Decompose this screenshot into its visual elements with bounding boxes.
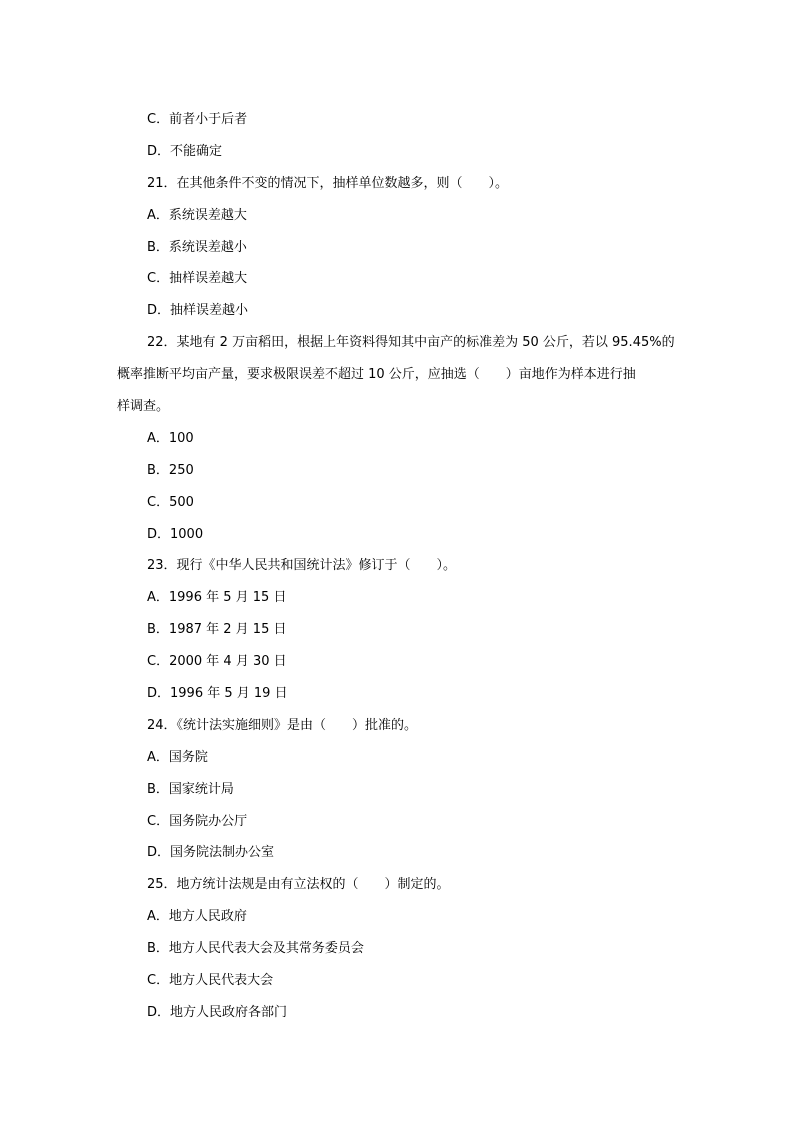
option-line: B．1987 年 2 月 15 日 <box>147 622 287 638</box>
option-line: B．250 <box>147 462 194 478</box>
question-23: 23．现行《中华人民共和国统计法》修订于（ ）。 <box>147 558 457 574</box>
option-line: C．地方人民代表大会 <box>147 973 274 989</box>
option-line: C．国务院办公厅 <box>147 813 248 829</box>
option-line: D．1000 <box>147 526 204 542</box>
option-line: A．系统误差越大 <box>147 207 247 223</box>
option-line: C．抽样误差越大 <box>147 271 248 287</box>
question-21: 21．在其他条件不变的情况下，抽样单位数越多，则（ ）。 <box>147 175 509 191</box>
option-line: A．地方人民政府 <box>147 909 247 925</box>
document-page <box>0 104 794 1029</box>
question-22: 22．某地有 2 万亩稻田，根据上年资料得知其中亩产的标准差为 50 公斤，若以 95.45%的 <box>147 335 675 351</box>
option-line: D．不能确定 <box>147 143 223 159</box>
option-line: D．地方人民政府各部门 <box>147 1004 288 1020</box>
option-line: A．100 <box>147 430 194 446</box>
option-line: B．系统误差越小 <box>147 239 247 255</box>
option-line: A．国务院 <box>147 749 208 765</box>
option-line: A．1996 年 5 月 15 日 <box>147 590 287 606</box>
option-line: C．前者小于后者 <box>147 112 248 127</box>
option-line: B．国家统计局 <box>147 781 234 797</box>
option-line: C．500 <box>147 494 194 510</box>
option-line: C．2000 年 4 月 30 日 <box>147 654 287 670</box>
question-25: 25．地方统计法规是由有立法权的（ ）制定的。 <box>147 877 450 893</box>
option-line: D．抽样误差越小 <box>147 303 249 319</box>
option-line: D．1996 年 5 月 19 日 <box>147 686 288 702</box>
question-24: 24．《统计法实施细则》是由（ ）批准的。 <box>147 717 418 733</box>
option-line: D．国务院法制办公室 <box>147 845 275 861</box>
question-22-continued: 样调查。 <box>117 399 170 415</box>
option-line: B．地方人民代表大会及其常务委员会 <box>147 941 364 957</box>
question-22-continued: 概率推断平均亩产量，要求极限误差不超过 10 公斤，应抽选（ ）亩地作为样本进行抽 <box>117 367 636 383</box>
